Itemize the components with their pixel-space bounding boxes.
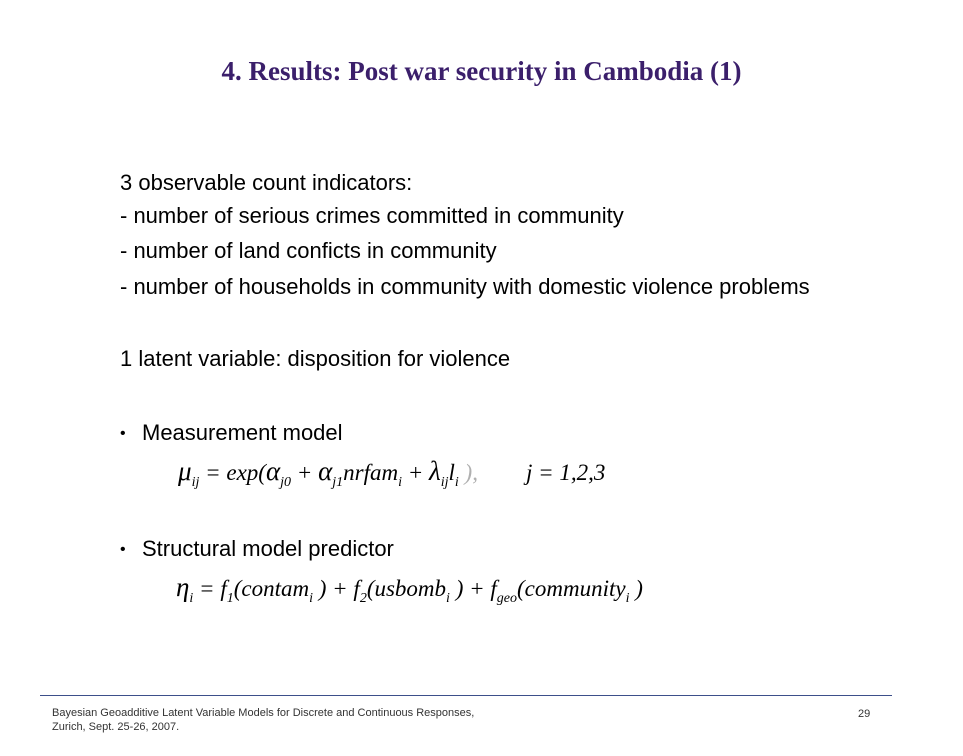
footer-citation <box>52 706 474 734</box>
indicators-heading: 3 observable count indicators: <box>120 170 413 195</box>
formula-index: j = 1,2,3 <box>525 460 606 485</box>
footer-line-2: Zurich, Sept. 25-26, 2007. <box>52 721 180 733</box>
formula-mu: μ <box>178 456 192 486</box>
measurement-model-heading <box>120 420 343 447</box>
formula-fgeo-sub: geo <box>496 591 517 606</box>
footer-line-1: Bayesian Geoadditive Latent Variable Models for Discrete and Continuous Responses, <box>52 707 475 719</box>
formula-plus-2: + <box>401 460 430 485</box>
formula-lambda-sub: ij <box>440 475 449 490</box>
formula-l-sub: i <box>454 475 459 490</box>
formula-alpha-2: α <box>318 456 333 486</box>
formula-contam: (contam <box>233 576 310 601</box>
formula-contam-sub: i <box>309 591 313 606</box>
formula-f2: ) + f <box>312 576 360 601</box>
formula-close: ), <box>458 460 478 485</box>
formula-usbomb-sub: i <box>446 591 450 606</box>
formula-community-sub: i <box>625 591 630 606</box>
measurement-bullet: • <box>120 425 126 442</box>
formula-f1: = f <box>193 576 227 601</box>
formula-fgeo: ) + f <box>449 576 497 601</box>
formula-close-paren: ) <box>629 576 643 601</box>
indicator-item-land-conflicts: - number of land conficts in community <box>120 238 497 263</box>
formula-alpha-1-sub: j0 <box>280 475 292 490</box>
formula-eta-sub: i <box>189 591 194 606</box>
structural-bullet: • <box>120 541 126 558</box>
formula-community: (community <box>516 576 626 601</box>
formula-f1-sub: 1 <box>226 591 234 606</box>
page-number: 29 <box>858 708 871 720</box>
formula-eta: η <box>176 572 190 602</box>
formula-nrfam-sub: i <box>398 475 402 490</box>
measurement-model-label: Measurement model <box>142 420 343 445</box>
structural-model-label: Structural model predictor <box>142 536 394 561</box>
latent-variable-text: 1 latent variable: disposition for violence <box>120 346 511 371</box>
formula-mu-sub: ij <box>191 475 200 490</box>
structural-model-heading <box>120 536 394 563</box>
formula-lambda: λ <box>429 456 441 486</box>
formula-exp: = exp( <box>199 460 266 485</box>
measurement-formula <box>178 456 605 498</box>
slide-title: 4. Results: Post war security in Cambodia (1) <box>221 56 742 86</box>
formula-l: l <box>448 460 455 485</box>
formula-f2-sub: 2 <box>359 591 367 606</box>
formula-alpha-1: α <box>265 456 281 486</box>
formula-alpha-2-sub: j1 <box>332 475 344 490</box>
structural-formula <box>176 572 643 614</box>
formula-usbomb: (usbomb <box>366 576 447 601</box>
indicator-item-crimes: - number of serious crimes committed in community <box>120 203 624 228</box>
indicator-item-domestic-violence: - number of households in community with domestic violence problems <box>120 274 810 299</box>
formula-plus-1: + <box>291 460 319 485</box>
footer-divider <box>40 695 892 696</box>
formula-nrfam: nrfam <box>343 460 399 485</box>
